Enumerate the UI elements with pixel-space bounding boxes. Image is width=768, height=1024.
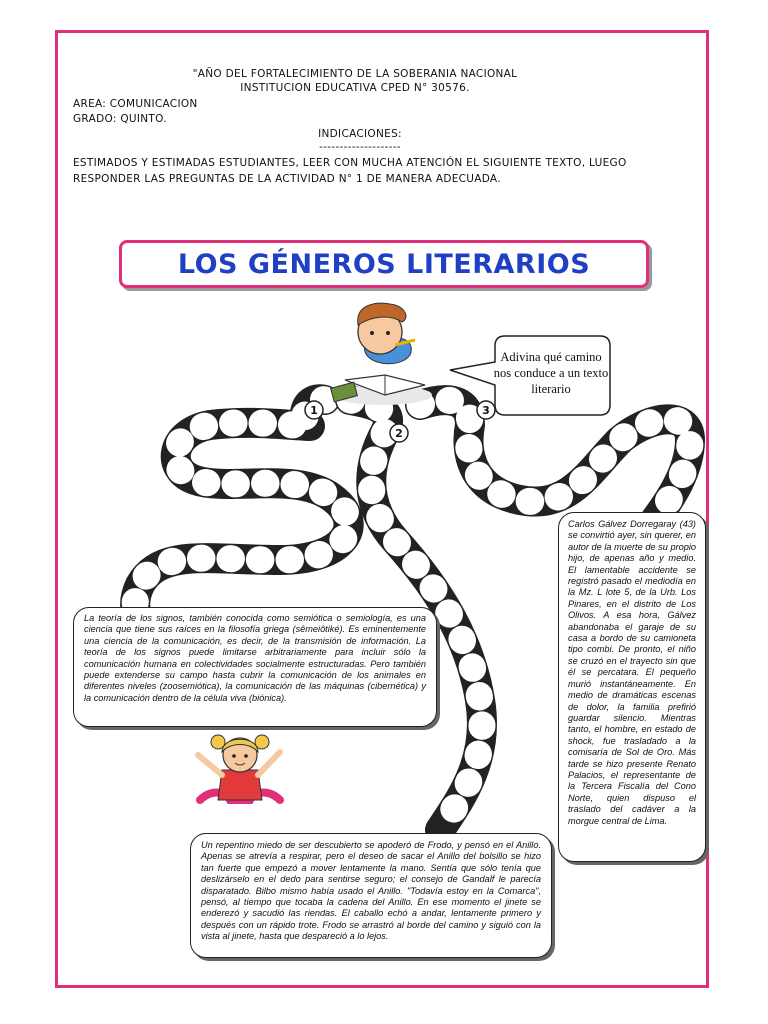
text-box-frodo: Un repentino miedo de ser descubierto se apoderó de Frodo, y pensó en el Anillo. Apenas se atrevía a respirar, pero el deseo de sacar el Anillo del bolsillo se hizo tan fuerte que empezó a mover lentamente la mano. Sentía que sólo tenía que deslizárselo en el dedo para sentirse seguro; el consejo de Gandalf le parecía disparatado. Bilbo mismo había usado el Anillo. "Todavía estoy en la Comarca", pensó, al tiempo que tocaba la cadena del Anillo. En ese momento el jinete se enderezó y sacudió las riendas. El caballo echó a andar, lentamente primero y después con un rápido trote. Frodo se arrastró al borde del camino y siguió con la vista al jinete, hasta que despareció a lo lejos. — [190, 833, 552, 958]
indicaciones-title: INDICACIONES: — [318, 128, 402, 140]
header-school-line: INSTITUCION EDUCATIVA CPED N° 30576. — [240, 82, 470, 94]
boy-reading-icon — [331, 303, 432, 405]
girl-jumping-icon — [198, 735, 280, 800]
header-year-line: "AÑO DEL FORTALECIMIENTO DE LA SOBERANIA NACIONAL — [192, 68, 518, 80]
path-marker-3: 3 — [482, 404, 490, 417]
text-box-signs: La teoría de los signos, también conocida como semiótica o semiología, es una ciencia que tiene sus raíces en la filosofía griega (sêmeiôtiké). Es eminentemente una ciencia de la comunicación, es decir, de la transmisión de información. La teoría de los signos puede limitarse arbitrariamente para incluir sólo la comunicación humana en colectividades socialmente estructuradas. Pero también puede extenderse su campo hasta cubrir la comunicación de los animales en diferentes niveles (zoosemiótica), la comunicación de las máquinas (cibernética) y la comunicación dentro de la célula viva (biónica). — [73, 607, 437, 727]
indicaciones-divider: -------------------- — [319, 141, 401, 153]
text-box-news: Carlos Gálvez Dorregaray (43) se convirtió ayer, sin querer, en autor de la muerte de su propio hijo, de apenas año y medio. El lamentable accidente se registró pasado el mediodía en la Mz. L lote 5, de la Urb. Los Pinares, en el distrito de Los Olivos. A esa hora, Gálvez abandonaba el garaje de su casa a bordo de su camioneta tipo combi. De pronto, el niño se cruzó en el trayecto sin que él se percatara. El pequeño murió instantáneamente. En medio de dramáticas escenas de dolor, la familia prefirió guardar silencio. Mientras tanto, el hombre, en estado de shock, fue trasladado a la comisaría de Sol de Oro. Más tarde se hizo presente Renato Palacios, el representante de la Tercera Fiscalía del Cono Norte, quien dispuso el traslado del cadáver a la morgue central de Lima. — [558, 512, 706, 862]
path-marker-2: 2 — [395, 427, 403, 440]
speech-bubble-text: Adivina qué camino nos conduce a un texto literario — [493, 350, 609, 396]
page-title: LOS GÉNEROS LITERARIOS — [177, 248, 591, 280]
path-marker-1: 1 — [310, 404, 318, 417]
instructions-line-2: RESPONDER LAS PREGUNTAS DE LA ACTIVIDAD N° 1 DE MANERA ADECUADA. — [73, 173, 501, 185]
header-grado: GRADO: QUINTO. — [73, 113, 167, 125]
header-area: AREA: COMUNICACION — [73, 98, 198, 110]
instructions-line-1: ESTIMADOS Y ESTIMADAS ESTUDIANTES, LEER CON MUCHA ATENCIÓN EL SIGUIENTE TEXTO, LUEGO — [73, 157, 627, 169]
path-1 — [135, 399, 348, 640]
